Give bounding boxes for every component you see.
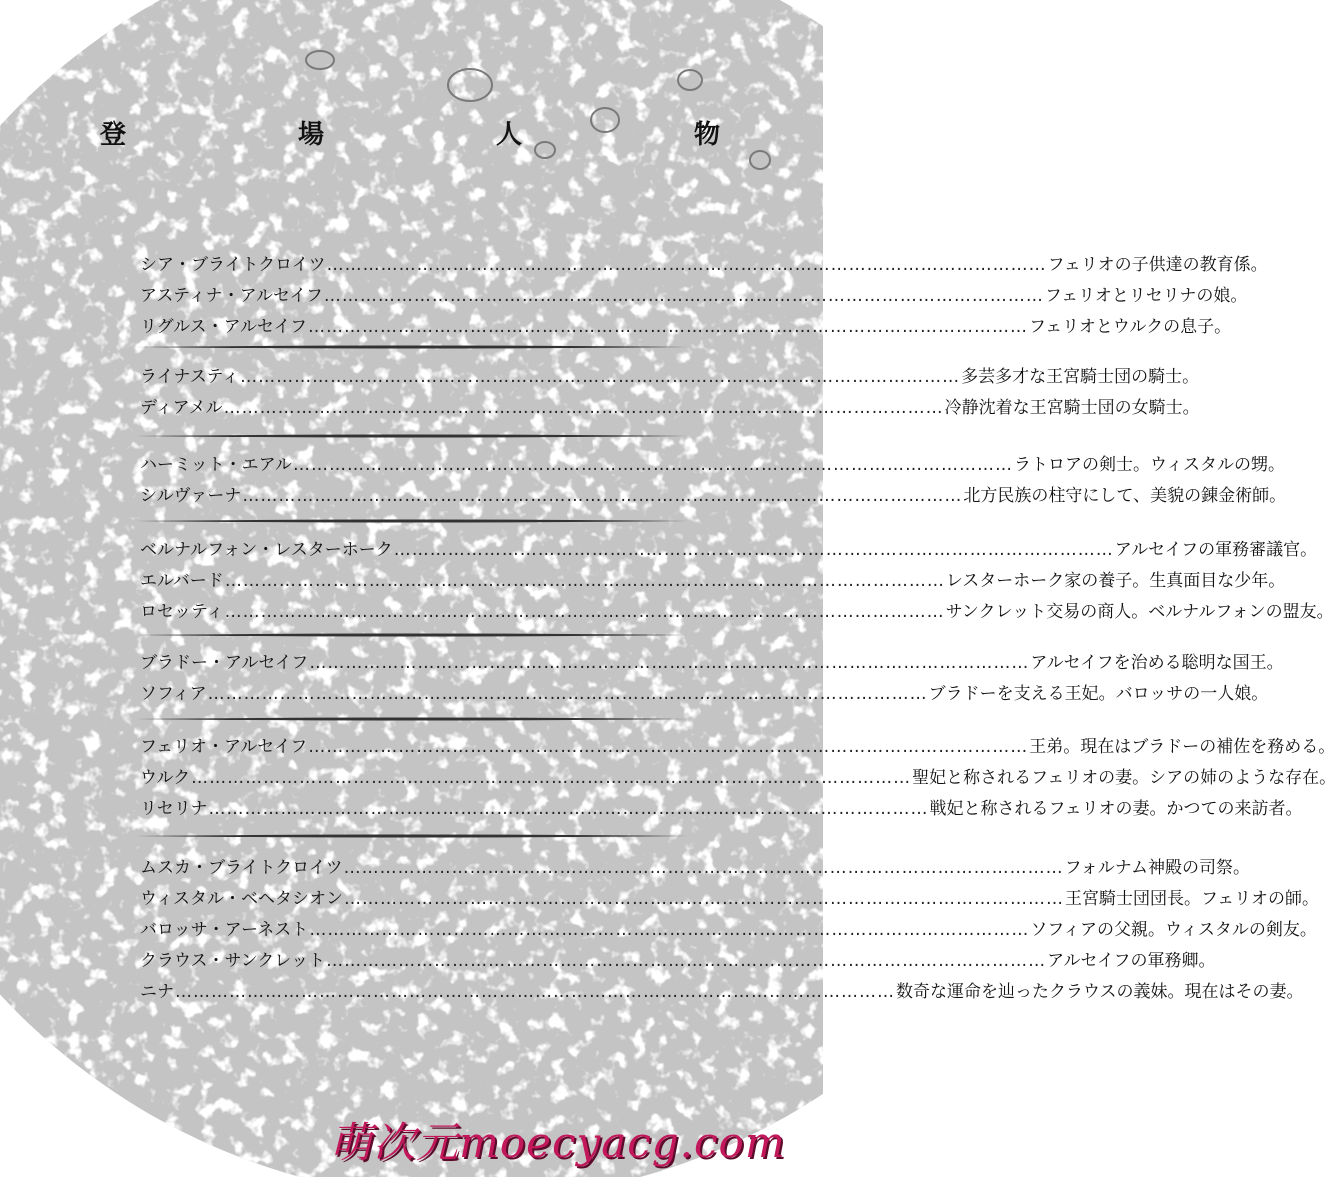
character-row xyxy=(140,648,1284,679)
character-group xyxy=(140,450,1287,512)
character-row xyxy=(140,481,1287,512)
character-description: ラトロアの剣士。ウィスタルの甥。 xyxy=(1013,455,1285,475)
character-description: 冷静沈着な王宮騎士団の女騎士。 xyxy=(944,398,1200,418)
character-group xyxy=(140,648,1284,710)
leader-dots: ………………………………………………………………………………………………………… xyxy=(309,653,1030,673)
leader-dots: ………………………………………………………………………………………………………… xyxy=(393,540,1114,560)
character-row xyxy=(140,732,1336,763)
section-divider xyxy=(136,716,688,722)
character-name: ディアメル xyxy=(140,398,223,418)
character-description: アルセイフの軍務卿。 xyxy=(1047,951,1216,971)
character-row xyxy=(140,853,1250,884)
section-divider xyxy=(136,632,688,638)
title-char: 場 xyxy=(297,119,324,150)
leader-dots: ………………………………………………………………………………………………………… xyxy=(307,317,1028,337)
character-name: シア・ブライトクロイツ xyxy=(140,255,326,275)
leader-dots: ………………………………………………………………………………………………………… xyxy=(240,367,961,387)
leader-dots: ………………………………………………………………………………………………………… xyxy=(326,255,1047,275)
character-row xyxy=(140,794,1303,825)
character-description: ブラドーを支える王妃。バロッサの一人娘。 xyxy=(928,684,1269,704)
character-row xyxy=(140,450,1285,481)
character-group xyxy=(140,853,1319,1008)
section-divider xyxy=(136,518,688,524)
leader-dots: ………………………………………………………………………………………………………… xyxy=(175,982,895,1002)
character-row xyxy=(140,763,1336,794)
leader-dots: ………………………………………………………………………………………………………… xyxy=(343,889,1064,909)
character-description: 数奇な運命を辿ったクラウスの義妹。現在はその妻。 xyxy=(896,982,1304,1002)
character-name: ハーミット・エアル xyxy=(140,455,292,475)
title-char: 人 xyxy=(495,119,522,150)
character-description: フェリオとウルクの息子。 xyxy=(1028,317,1232,337)
watermark: 萌次元moecyacg.com xyxy=(330,1118,786,1167)
leader-dots: ………………………………………………………………………………………………………… xyxy=(224,602,945,622)
character-group xyxy=(140,362,1200,424)
character-description: サンクレット交易の商人。ベルナルフォンの盟友。 xyxy=(945,602,1334,622)
character-description: 王宮騎士団団長。フェリオの師。 xyxy=(1064,889,1319,909)
leader-dots: ………………………………………………………………………………………………………… xyxy=(343,858,1064,878)
character-group xyxy=(140,535,1334,628)
character-row xyxy=(140,312,1232,343)
character-name: ブラドー・アルセイフ xyxy=(140,653,309,673)
leader-dots: ………………………………………………………………………………………………………… xyxy=(323,286,1044,306)
character-name: エルバード xyxy=(140,571,224,591)
leader-dots: ………………………………………………………………………………………………………… xyxy=(309,920,1030,940)
character-group xyxy=(140,732,1336,825)
character-description: 戦妃と称されるフェリオの妻。かつての来訪者。 xyxy=(929,799,1303,819)
leader-dots: ………………………………………………………………………………………………………… xyxy=(191,768,912,788)
character-name: ロセッティ xyxy=(140,602,224,622)
section-divider xyxy=(136,344,688,350)
leader-dots: ………………………………………………………………………………………………………… xyxy=(224,571,945,591)
character-name: クラウス・サンクレット xyxy=(140,951,326,971)
section-divider xyxy=(136,433,688,439)
character-group xyxy=(140,250,1268,343)
character-row xyxy=(140,946,1216,977)
character-name: ニナ xyxy=(140,982,174,1002)
character-name: ライナスティ xyxy=(140,367,240,387)
leader-dots: ………………………………………………………………………………………………………… xyxy=(223,398,944,418)
leader-dots: ………………………………………………………………………………………………………… xyxy=(208,799,929,819)
title-char: 物 xyxy=(693,119,720,150)
character-description: フォルナム神殿の司祭。 xyxy=(1064,858,1250,878)
leader-dots: ………………………………………………………………………………………………………… xyxy=(292,455,1013,475)
character-row xyxy=(140,915,1317,946)
leader-dots: ………………………………………………………………………………………………………… xyxy=(242,486,963,506)
character-name: リセリナ xyxy=(140,799,208,819)
character-description: レスターホーク家の養子。生真面目な少年。 xyxy=(945,571,1286,591)
leader-dots: ………………………………………………………………………………………………………… xyxy=(207,684,928,704)
character-name: ムスカ・ブライトクロイツ xyxy=(140,858,343,878)
character-description: 聖妃と称されるフェリオの妻。シアの姉のような存在。 xyxy=(912,768,1336,788)
section-divider xyxy=(136,833,688,839)
character-row xyxy=(140,535,1318,566)
character-row xyxy=(140,281,1248,312)
character-description: 多芸多才な王宮騎士団の騎士。 xyxy=(961,367,1200,387)
character-description: ソフィアの父親。ウィスタルの剣友。 xyxy=(1030,920,1317,940)
character-name: バロッサ・アーネスト xyxy=(140,920,309,940)
character-name: リグルス・アルセイフ xyxy=(140,317,307,337)
character-description: フェリオの子供達の教育係。 xyxy=(1047,255,1268,275)
character-row xyxy=(140,679,1269,710)
character-name: ソフィア xyxy=(140,684,207,704)
character-description: アルセイフを治める聡明な国王。 xyxy=(1030,653,1284,673)
character-name: ウィスタル・ベヘタシオン xyxy=(140,889,343,909)
character-row xyxy=(140,393,1200,424)
character-description: 北方民族の柱守にして、美貌の錬金術師。 xyxy=(963,486,1287,506)
character-name: シルヴァーナ xyxy=(140,486,242,506)
character-name: アスティナ・アルセイフ xyxy=(140,286,323,306)
character-description: フェリオとリセリナの娘。 xyxy=(1044,286,1248,306)
character-name: ウルク xyxy=(140,768,191,788)
character-description: 王弟。現在はブラドーの補佐を務める。 xyxy=(1029,737,1336,757)
title-char: 登 xyxy=(100,119,127,150)
page-title xyxy=(100,112,720,152)
leader-dots: ………………………………………………………………………………………………………… xyxy=(308,737,1029,757)
character-name: フェリオ・アルセイフ xyxy=(140,737,308,757)
character-row xyxy=(140,884,1319,915)
character-row xyxy=(140,597,1334,628)
character-row xyxy=(140,566,1286,597)
character-row xyxy=(140,250,1268,281)
character-name: ベルナルフォン・レスターホーク xyxy=(140,540,393,560)
character-description: アルセイフの軍務審議官。 xyxy=(1114,540,1318,560)
leader-dots: ………………………………………………………………………………………………………… xyxy=(326,951,1047,971)
character-row xyxy=(140,977,1304,1008)
character-row xyxy=(140,362,1200,393)
